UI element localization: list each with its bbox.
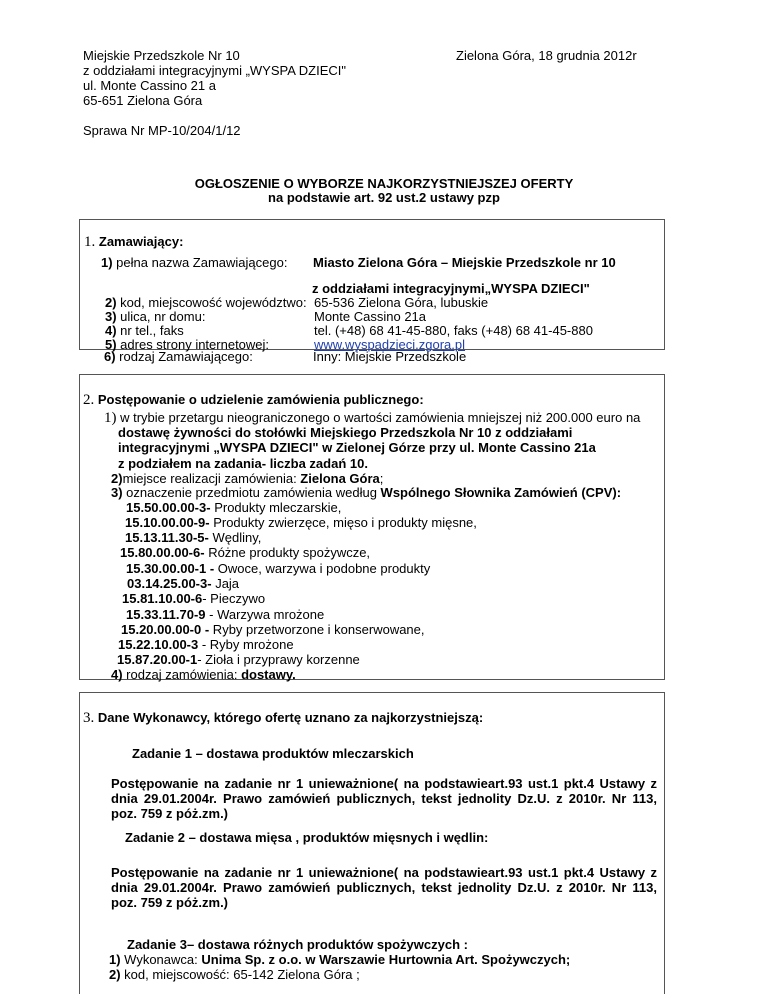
field-full-name-label: 1) pełna nazwa Zamawiającego: — [101, 255, 288, 270]
section-3-title: Dane Wykonawcy, którego ofertę uznano za najkorzystniejszą: — [97, 710, 484, 725]
cpv-item: 15.87.20.00-1- Zioła i przyprawy korzenne — [117, 652, 360, 667]
org-street: ul. Monte Cassino 21 a — [83, 78, 216, 93]
field-street-value: Monte Cassino 21a — [314, 309, 427, 324]
order-type: 4) rodzaj zamówienia: dostawy. — [111, 667, 296, 682]
cpv-item: 15.80.00.00-6- Różne produkty spożywcze, — [120, 545, 371, 560]
task-1-title: Zadanie 1 – dostawa produktów mleczarskich — [132, 746, 414, 761]
website-link[interactable]: www.wyspadzieci.zgora.pl — [314, 337, 466, 352]
cpv-item: 03.14.25.00-3- Jaja — [127, 576, 240, 591]
place-date: Zielona Góra, 18 grudnia 2012r — [456, 48, 637, 63]
field-full-name-value-cont: z oddziałami integracyjnymi„WYSPA DZIECI" — [312, 281, 590, 296]
document-title: OGŁOSZENIE O WYBORZE NAJKORZYSTNIEJSZEJ OFERTY — [194, 176, 574, 191]
org-subname: z oddziałami integracyjnymi „WYSPA DZIECI" — [83, 63, 347, 78]
field-phone-value: tel. (+48) 68 41-45-880, faks (+48) 68 41-45-880 — [314, 323, 593, 338]
procedure-mode-line1: 1) w trybie przetargu nieograniczonego o wartości zamówienia mniejszej niż 200.000 euro na — [104, 410, 641, 426]
cpv-item: 15.13.11.30-5- Wędliny, — [125, 530, 262, 545]
section-2-title: Postępowanie o udzielenie zamówienia publicznego: — [97, 392, 424, 407]
section-1-box — [79, 219, 665, 350]
cpv-item: 15.20.00.00-0 - Ryby przetworzone i konserwowane, — [121, 622, 425, 637]
field-type-label: 6) rodzaj Zamawiającego: — [104, 349, 253, 364]
field-postcode-value: 65-536 Zielona Góra, lubuskie — [314, 295, 489, 310]
cpv-item: 15.81.10.00-6- Pieczywo — [122, 591, 266, 606]
document-subtitle: na podstawie art. 92 ust.2 ustawy pzp — [268, 190, 500, 205]
procedure-mode-line4: z podziałem na zadania- liczba zadań 10. — [118, 456, 368, 471]
procedure-mode-line3: integracyjnymi „WYSPA DZIECI" w Zielonej Górze przy ul. Monte Cassino 21a — [118, 440, 596, 455]
task-3-title: Zadanie 3– dostawa różnych produktów spożywczych : — [127, 937, 468, 952]
section-3-heading — [83, 710, 483, 726]
task-3-postcode: 2) kod, miejscowość: 65-142 Zielona Góra ; — [109, 967, 360, 982]
task-3-contractor: 1) Wykonawca: Unima Sp. z o.o. w Warszawie Hurtownia Art. Spożywczych; — [109, 952, 571, 967]
cpv-item: 15.22.10.00-3 - Ryby mrożone — [118, 637, 294, 652]
field-phone-label: 4) nr tel., faks — [105, 323, 184, 338]
section-1-heading — [84, 234, 183, 250]
task-2-title: Zadanie 2 – dostawa mięsa , produktów mięsnych i wędlin: — [125, 830, 489, 845]
task-2-text: Postępowanie na zadanie nr 1 unieważnione( na podstawieart.93 ust.1 pkt.4 Ustawy z dnia 29.01.2004r. Prawo zamówień publicznych, tekst jednolity Dz.U. z 2010r. Nr 113, poz. 759 z póż.zm.) — [111, 865, 657, 910]
field-full-name-value: Miasto Zielona Góra – Miejskie Przedszkole nr 10 — [313, 255, 616, 270]
section-1-number: 1. — [84, 234, 96, 250]
cpv-item: 15.30.00.00-1 - Owoce, warzywa i podobne produkty — [126, 561, 431, 576]
cpv-item: 15.50.00.00-3- Produkty mleczarskie, — [126, 500, 342, 515]
field-street-label: 3) ulica, nr domu: — [105, 309, 206, 324]
cpv-heading: 3) oznaczenie przedmiotu zamówienia według Wspólnego Słownika Zamówień (CPV): — [111, 485, 622, 500]
field-postcode-label: 2) kod, miejscowość województwo: — [105, 295, 307, 310]
cpv-item: 15.10.00.00-9- Produkty zwierzęce, mięso i produkty mięsne, — [125, 515, 477, 530]
case-number: Sprawa Nr MP-10/204/1/12 — [83, 123, 241, 138]
procedure-mode-line2: dostawę żywności do stołówki Miejskiego Przedszkola Nr 10 z oddziałami — [118, 425, 573, 440]
place-of-execution: 2)miejsce realizacji zamówienia: Zielona Góra; — [111, 471, 384, 486]
section-2-number: 2. — [83, 392, 95, 408]
field-type-value: Inny: Miejskie Przedszkole — [313, 349, 467, 364]
section-1-title: Zamawiający: — [98, 234, 184, 249]
section-3-number: 3. — [83, 710, 95, 726]
field-website-label: 5) adres strony internetowej: — [105, 337, 270, 352]
org-city: 65-651 Zielona Góra — [83, 93, 203, 108]
cpv-item: 15.33.11.70-9 - Warzywa mrożone — [126, 607, 325, 622]
task-1-text: Postępowanie na zadanie nr 1 unieważnione( na podstawieart.93 ust.1 pkt.4 Ustawy z dnia 29.01.2004r. Prawo zamówień publicznych, tekst jednolity Dz.U. z 2010r. Nr 113, poz. 759 z póż.zm.) — [111, 776, 657, 821]
section-2-heading — [83, 392, 424, 408]
org-name: Miejskie Przedszkole Nr 10 — [83, 48, 240, 63]
